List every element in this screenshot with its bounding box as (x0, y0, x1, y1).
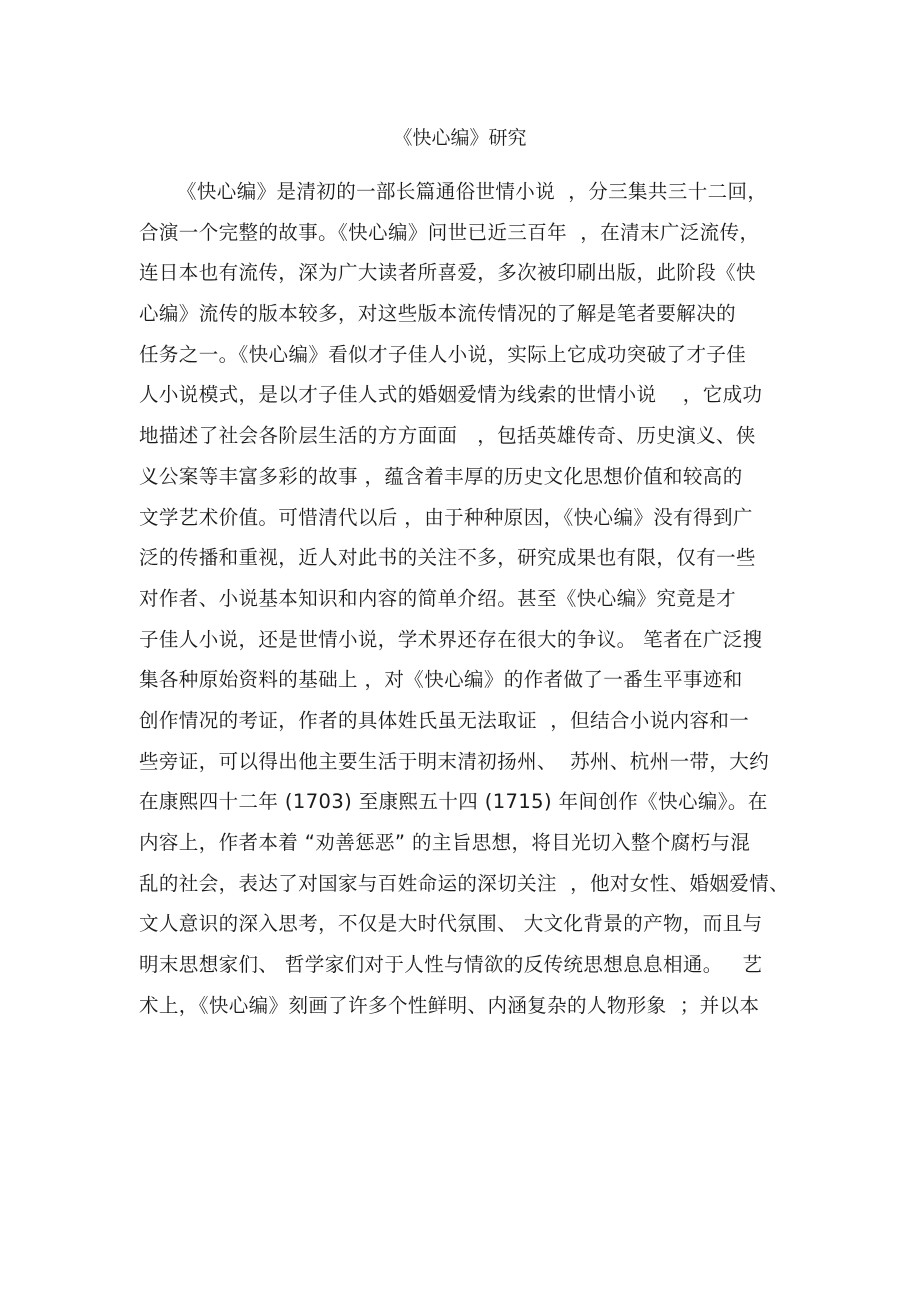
text-line: 文人意识的深入思考，不仅是大时代氛围、 大文化背景的产物，而且与 (139, 912, 763, 936)
text-line: 泛的传播和重视，近人对此书的关注不多，研究成果也有限，仅有一些 (139, 546, 756, 570)
text-line: 子佳人小说，还是世情小说，学术界还存在很大的争议。 笔者在广泛搜 (139, 627, 763, 651)
text-line: 合演一个完整的故事。《快心编》问世已近三百年 ，在清末广泛流传， (139, 220, 760, 244)
text-line: 乱的社会，表达了对国家与百姓命运的深切关注 ，他对女性、婚姻爱情、 (139, 871, 789, 895)
text-line: 在康熙四十二年 (1703) 至康熙五十四 (1715) 年间创作《快心编》。在 (139, 790, 768, 814)
text-line: 集各种原始资料的基础上 ，对《快心编》的作者做了一番生平事迹和 (139, 668, 743, 692)
text-line: 人小说模式，是以才子佳人式的婚姻爱情为线索的世情小说 ，它成功 (139, 383, 763, 407)
document-title: 《快心编》研究 (393, 127, 527, 149)
text-line: 任务之一。《快心编》看似才子佳人小说，实际上它成功突破了才子佳 (139, 342, 747, 366)
text-line: 术上，《快心编》刻画了许多个性鲜明、内涵复杂的人物形象 ；并以本 (139, 993, 760, 1017)
text-line: 创作情况的考证，作者的具体姓氏虽无法取证 ，但结合小说内容和一 (139, 708, 750, 732)
text-line: 义公案等丰富多彩的故事 ，蕴含着丰厚的历史文化思想价值和较高的 (139, 464, 743, 488)
text-line: 些旁证，可以得出他主要生活于明末清初扬州、 苏州、杭州一带，大约 (139, 749, 770, 773)
text-line: 地描述了社会各阶层生活的方方面面 ，包括英雄传奇、历史演义、侠 (139, 424, 756, 448)
text-line: 内容上，作者本着 “劝善惩恶” 的主旨思想，将目光切入整个腐朽与混 (139, 831, 751, 854)
body-text (139, 172, 899, 1026)
text-line: 文学艺术价值。可惜清代以后 ，由于种种原因，《快心编》没有得到广 (139, 505, 753, 529)
text-line: 对作者、小说基本知识和内容的简单介绍。甚至《快心编》究竟是才 (139, 586, 737, 610)
text-line: 连日本也有流传，深为广大读者所喜爱，多次被印刷出版，此阶段《快 (139, 261, 756, 285)
text-line: 明末思想家们、 哲学家们对于人性与情欲的反传统思想息息相通。 艺 (139, 953, 763, 977)
text-line: 心编》流传的版本较多，对这些版本流传情况的了解是笔者要解决的 (139, 302, 737, 326)
text-line: 《快心编》是清初的一部长篇通俗世情小说 ，分三集共三十二回， (177, 180, 768, 203)
